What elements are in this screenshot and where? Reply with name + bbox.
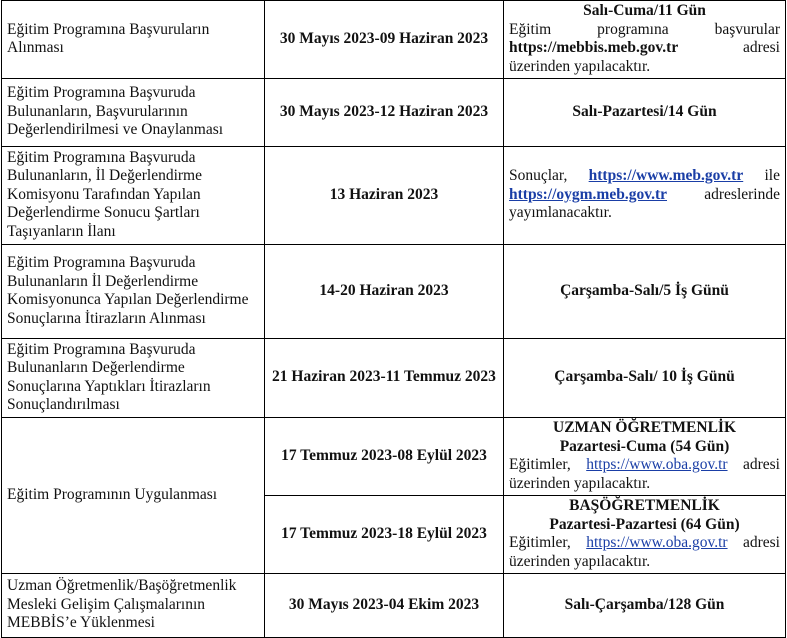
note-line bbox=[509, 167, 780, 186]
program-heading: UZMAN ÖĞRETMENLİK bbox=[553, 419, 736, 436]
date-cell: 17 Temmuz 2023-18 Eylül 2023 bbox=[265, 496, 504, 574]
duration-text: Pazartesi-Cuma (54 Gün) bbox=[559, 437, 730, 455]
duration-cell: Çarşamba-Salı/ 10 İş Günü bbox=[504, 339, 786, 418]
oba-link[interactable]: https://www.oba.gov.tr bbox=[586, 456, 728, 473]
note-word: adresi bbox=[742, 39, 780, 56]
note-word: adreslerinde bbox=[704, 185, 780, 203]
date-cell: 14-20 Haziran 2023 bbox=[265, 245, 504, 339]
activity-cell: Eğitim Programına Başvuruların Alınması bbox=[2, 1, 265, 79]
duration-cell bbox=[504, 418, 786, 496]
note-line bbox=[509, 186, 780, 205]
note-line bbox=[509, 21, 780, 40]
note-word: Sonuçlar, bbox=[509, 167, 568, 185]
table-row bbox=[2, 79, 786, 147]
duration-text: Pazartesi-Pazartesi (64 Gün) bbox=[549, 515, 740, 533]
table-row bbox=[2, 339, 786, 418]
duration-cell: Salı-Çarşamba/128 Gün bbox=[504, 574, 786, 638]
note-word: ile bbox=[764, 167, 780, 185]
activity-cell: Eğitim Programına Başvuruda Bulunanların Değerlendirme Sonuçlarına Yaptıkları İtirazların Sonuçlandırılması bbox=[2, 339, 265, 418]
oygm-link[interactable]: https://oygm.meb.gov.tr bbox=[509, 185, 668, 203]
program-heading: BAŞÖĞRETMENLİK bbox=[569, 497, 720, 514]
date-cell: 21 Haziran 2023-11 Temmuz 2023 bbox=[265, 339, 504, 418]
note-word: Eğitimler, bbox=[509, 456, 571, 473]
schedule-table bbox=[1, 0, 786, 638]
duration-cell: Çarşamba-Salı/5 İş Günü bbox=[504, 245, 786, 339]
note-word: adresi bbox=[742, 534, 780, 551]
oba-link[interactable]: https://www.oba.gov.tr bbox=[586, 534, 728, 551]
note-word: Eğitimler, bbox=[509, 534, 571, 551]
note-word: adresi bbox=[742, 456, 780, 473]
note-line bbox=[509, 456, 780, 475]
date-cell: 13 Haziran 2023 bbox=[265, 147, 504, 245]
note-line bbox=[509, 534, 780, 553]
date-cell: 30 Mayıs 2023-04 Ekim 2023 bbox=[265, 574, 504, 638]
note-word: programına bbox=[597, 20, 669, 38]
date-cell: 30 Mayıs 2023-09 Haziran 2023 bbox=[265, 1, 504, 79]
date-cell: 30 Mayıs 2023-12 Haziran 2023 bbox=[265, 79, 504, 147]
duration-cell: Salı-Pazartesi/14 Gün bbox=[504, 79, 786, 147]
table-row bbox=[2, 245, 786, 339]
table-row bbox=[2, 574, 786, 638]
note-word: Eğitim bbox=[509, 20, 552, 38]
duration-cell bbox=[504, 1, 786, 79]
duration-text: Salı-Cuma/11 Gün bbox=[583, 2, 706, 19]
note-end: yayımlanacaktır. bbox=[509, 204, 612, 222]
note-end: üzerinden yapılacaktır. bbox=[509, 552, 651, 570]
table-row bbox=[2, 418, 786, 496]
activity-cell: Eğitim Programına Başvuruda Bulunanların, İl Değerlendirme Komisyonu Tarafından Yapılan Değerlendirme Sonucu Şartları Taşıyanların İlanı bbox=[2, 147, 265, 245]
table-row bbox=[2, 147, 786, 245]
activity-cell: Eğitim Programının Uygulanması bbox=[2, 418, 265, 574]
note-word: başvurular bbox=[714, 20, 780, 38]
mebbis-url: https://mebbis.meb.gov.tr bbox=[509, 39, 679, 56]
note-line bbox=[509, 39, 780, 58]
activity-cell: Eğitim Programına Başvuruda Bulunanların İl Değerlendirme Komisyonunca Yapılan Değerlendirme Sonuçlarına İtirazların Alınması bbox=[2, 245, 265, 339]
note-end: üzerinden yapılacaktır. bbox=[509, 57, 651, 75]
meb-link[interactable]: https://www.meb.gov.tr bbox=[588, 167, 744, 185]
date-cell: 17 Temmuz 2023-08 Eylül 2023 bbox=[265, 418, 504, 496]
duration-cell bbox=[504, 496, 786, 574]
table-row bbox=[2, 1, 786, 79]
activity-cell: Eğitim Programına Başvuruda Bulunanların, Başvurularının Değerlendirilmesi ve Onaylanması bbox=[2, 79, 265, 147]
activity-cell: Uzman Öğretmenlik/Başöğretmenlik Mesleki Gelişim Çalışmalarının MEBBİS’e Yüklenmesi bbox=[2, 574, 265, 638]
duration-cell bbox=[504, 147, 786, 245]
note-end: üzerinden yapılacaktır. bbox=[509, 474, 651, 492]
